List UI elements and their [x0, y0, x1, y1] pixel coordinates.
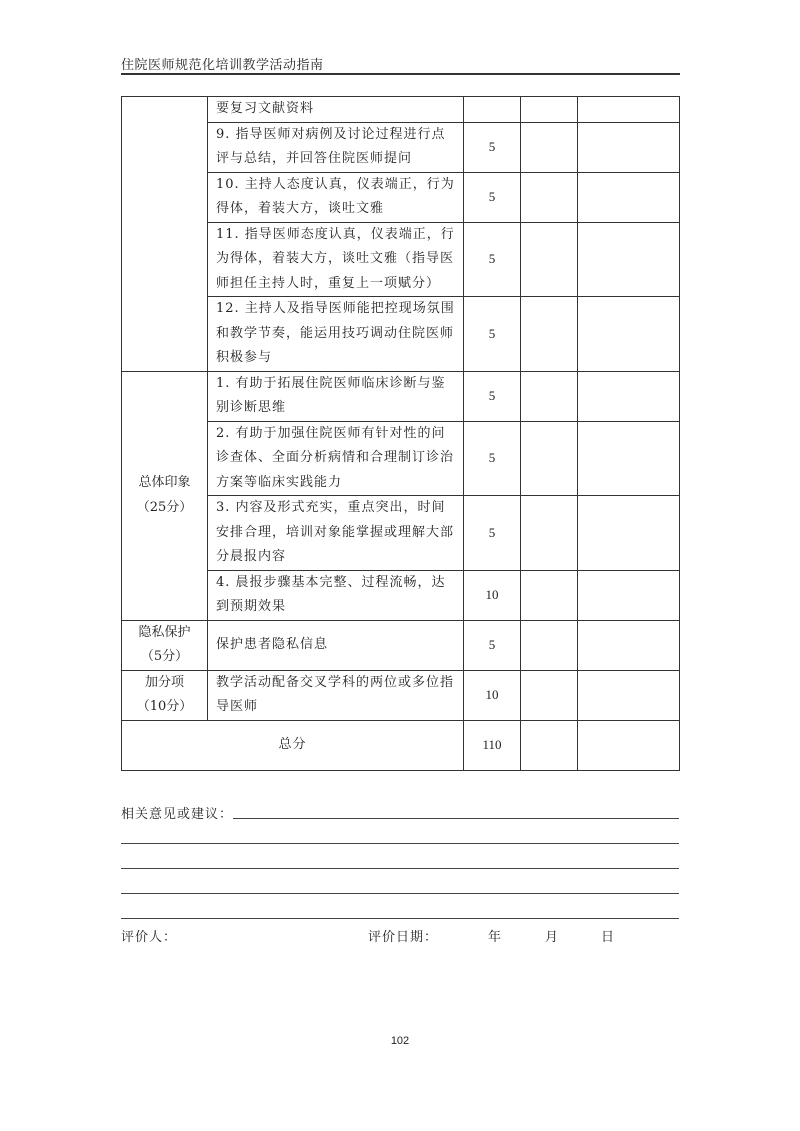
page-number: 102: [390, 1035, 410, 1047]
evaluation-table: [121, 96, 680, 771]
category-privacy: [122, 620, 208, 670]
notes-label: 相关意见或建议：: [121, 807, 234, 822]
notes-line[interactable]: [121, 918, 679, 919]
table-row: [122, 620, 680, 670]
score-input-cell[interactable]: [521, 570, 578, 620]
score-input-cell[interactable]: [521, 620, 578, 670]
score-input-cell[interactable]: [521, 297, 578, 372]
criterion-item: 9. 指导医师对病例及讨论过程进行点评与总结，并回答住院医师提问: [208, 122, 464, 172]
score-input-cell[interactable]: [521, 97, 578, 123]
category-name: 总体印象: [138, 475, 191, 490]
notes-line[interactable]: [233, 818, 679, 819]
criterion-item: 要复习文献资料: [208, 97, 464, 123]
criterion-max-score: 5: [464, 122, 521, 172]
remark-cell[interactable]: [578, 421, 680, 496]
criterion-max-score: 5: [464, 222, 521, 297]
score-input-cell[interactable]: [521, 670, 578, 720]
criterion-max-score: 5: [464, 496, 521, 571]
total-row: [122, 720, 680, 770]
score-input-cell[interactable]: [521, 222, 578, 297]
notes-line[interactable]: [121, 868, 679, 869]
criterion-max-score: 5: [464, 371, 521, 421]
criterion-item: 4. 晨报步骤基本完整、过程流畅，达到预期效果: [208, 570, 464, 620]
score-input-cell[interactable]: [521, 172, 578, 222]
date-year-label: 年: [488, 930, 503, 945]
total-score-input-cell[interactable]: [521, 720, 578, 770]
table-row: [122, 371, 680, 421]
remark-cell[interactable]: [578, 172, 680, 222]
category-name: 隐私保护: [138, 624, 191, 640]
criterion-item: 12. 主持人及指导医师能把控现场氛围和教学节奏，能运用技巧调动住院医师积极参与: [208, 297, 464, 372]
total-max-score: 110: [464, 720, 521, 770]
category-overall-impression: [122, 371, 208, 620]
criterion-max-score: 5: [464, 620, 521, 670]
remark-cell[interactable]: [578, 222, 680, 297]
category-name: 加分项: [144, 674, 184, 690]
category-points: （10分）: [136, 699, 193, 714]
category-points: （5分）: [140, 649, 189, 664]
header-rule: [121, 73, 680, 75]
header-title: 住院医师规范化培训教学活动指南: [121, 58, 324, 73]
criterion-item: 教学活动配备交叉学科的两位或多位指导医师: [208, 670, 464, 720]
notes-line[interactable]: [121, 843, 679, 844]
criterion-max-score: 5: [464, 421, 521, 496]
criterion-item: 11. 指导医师态度认真，仪表端正，行为得体，着装大方，谈吐文雅（指导医师担任主持人时，重复上一项赋分）: [208, 222, 464, 297]
date-day-label: 日: [601, 930, 616, 945]
criterion-max-score: [464, 97, 521, 123]
total-label: 总分: [122, 720, 464, 770]
score-input-cell[interactable]: [521, 122, 578, 172]
category-points: （25分）: [136, 499, 193, 515]
table-row: [122, 670, 680, 720]
notes-line[interactable]: [121, 893, 679, 894]
date-month-label: 月: [545, 930, 560, 945]
remark-cell[interactable]: [578, 496, 680, 571]
remark-cell[interactable]: [578, 570, 680, 620]
total-remark-cell[interactable]: [578, 720, 680, 770]
score-input-cell[interactable]: [521, 496, 578, 571]
category-cell-continued: [122, 97, 208, 372]
table-row: [122, 97, 680, 123]
criterion-max-score: 5: [464, 172, 521, 222]
score-input-cell[interactable]: [521, 371, 578, 421]
criterion-max-score: 10: [464, 670, 521, 720]
remark-cell[interactable]: [578, 620, 680, 670]
criterion-item: 1. 有助于拓展住院医师临床诊断与鉴别诊断思维: [208, 371, 464, 421]
remark-cell[interactable]: [578, 670, 680, 720]
criterion-item: 保护患者隐私信息: [208, 620, 464, 670]
score-input-cell[interactable]: [521, 421, 578, 496]
remark-cell[interactable]: [578, 297, 680, 372]
criterion-item: 10. 主持人态度认真，仪表端正，行为得体，着装大方，谈吐文雅: [208, 172, 464, 222]
criterion-max-score: 10: [464, 570, 521, 620]
remark-cell[interactable]: [578, 371, 680, 421]
evaluator-label: 评价人：: [121, 930, 178, 945]
criterion-max-score: 5: [464, 297, 521, 372]
remark-cell[interactable]: [578, 122, 680, 172]
evaluation-date-label: 评价日期：: [368, 930, 439, 945]
category-bonus: [122, 670, 208, 720]
criterion-item: 3. 内容及形式充实，重点突出，时间安排合理，培训对象能掌握或理解大部分晨报内容: [208, 496, 464, 571]
remark-cell[interactable]: [578, 97, 680, 123]
criterion-item: 2. 有助于加强住院医师有针对性的问诊查体、全面分析病情和合理制订诊治方案等临床实践能力: [208, 421, 464, 496]
